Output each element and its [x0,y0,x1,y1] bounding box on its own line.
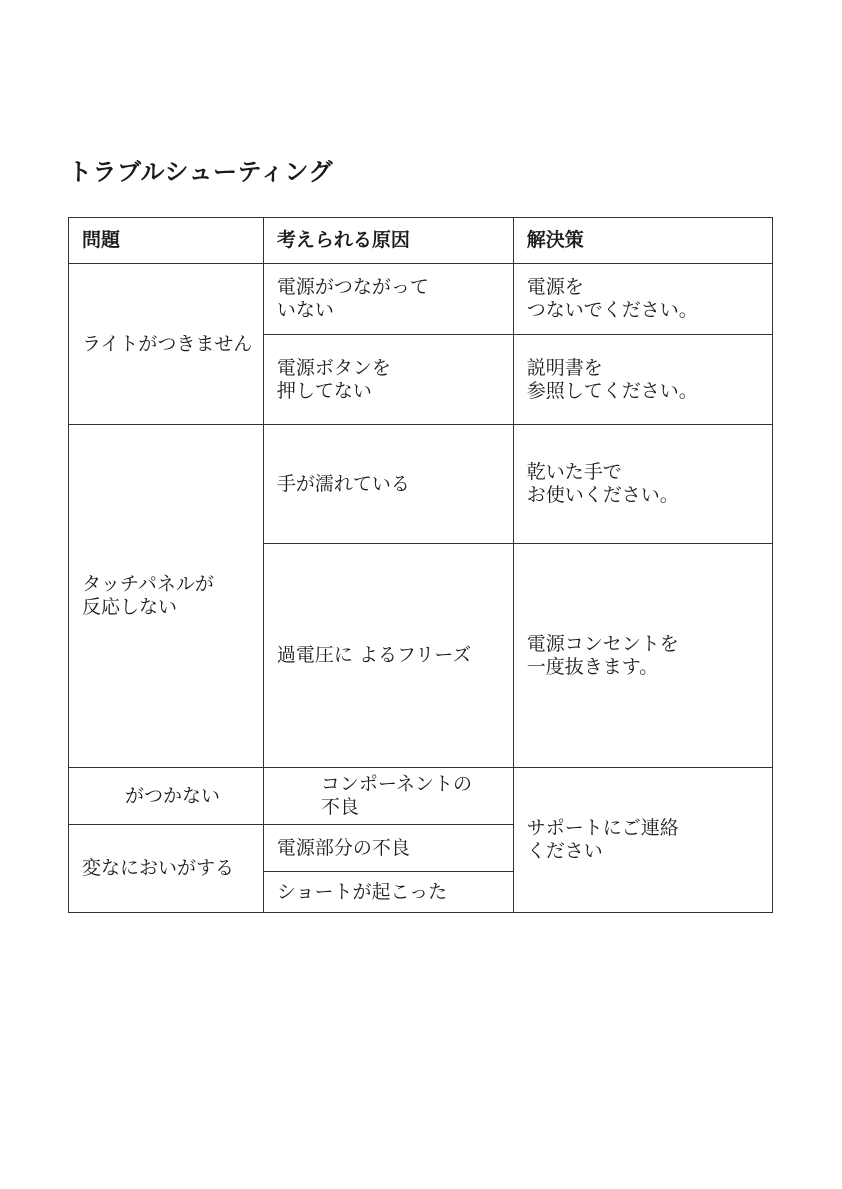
page-title: トラブルシューティング [68,158,334,186]
cause-cell [263,425,513,544]
table-row [69,264,773,335]
solution-text: サポートにご連絡 ください [526,817,679,862]
cause-text: ショートが起こった [276,880,448,903]
solution-text: 電源を つないでください。 [526,276,698,321]
cause-text: 過電圧に よるフリーズ [276,644,472,666]
troubleshooting-table [68,217,773,913]
cause-cell [263,335,513,425]
table-row [69,768,773,825]
problem-text: がつかない [125,784,221,807]
cause-text: 手が濡れている [276,472,410,495]
problem-text: 変なにおいがする [82,857,235,879]
solution-cell [513,335,772,425]
cause-text: コンポーネントの 不良 [320,773,472,818]
cause-text: 電源ボタンを 押してない [276,356,391,402]
cause-cell [263,825,513,872]
problem-text: タッチパネルが 反応しない [82,573,214,618]
solution-cell [513,544,772,768]
cause-cell [263,544,513,768]
cause-cell [263,872,513,913]
solution-text: 電源コンセントを 一度抜きます。 [526,632,679,678]
solution-cell [513,264,772,335]
problem-cell [69,264,264,425]
header-solution: 解決策 [513,218,772,264]
solution-cell [513,768,772,913]
problem-text: ライトがつきません [82,332,253,355]
header-problem: 問題 [69,218,264,264]
solution-cell [513,425,772,544]
cause-cell [263,264,513,335]
header-cause: 考えられる原因 [263,218,513,264]
problem-cell [69,425,264,768]
table-row [69,425,773,544]
cause-cell [263,768,513,825]
cause-text: 電源がつながって いない [276,276,429,321]
problem-cell [69,768,264,825]
solution-text: 乾いた手で お使いください。 [526,461,679,506]
problem-cell [69,825,264,913]
table-header-row [69,218,773,264]
cause-text: 電源部分の不良 [276,836,410,859]
solution-text: 説明書を 参照してください。 [526,356,698,402]
